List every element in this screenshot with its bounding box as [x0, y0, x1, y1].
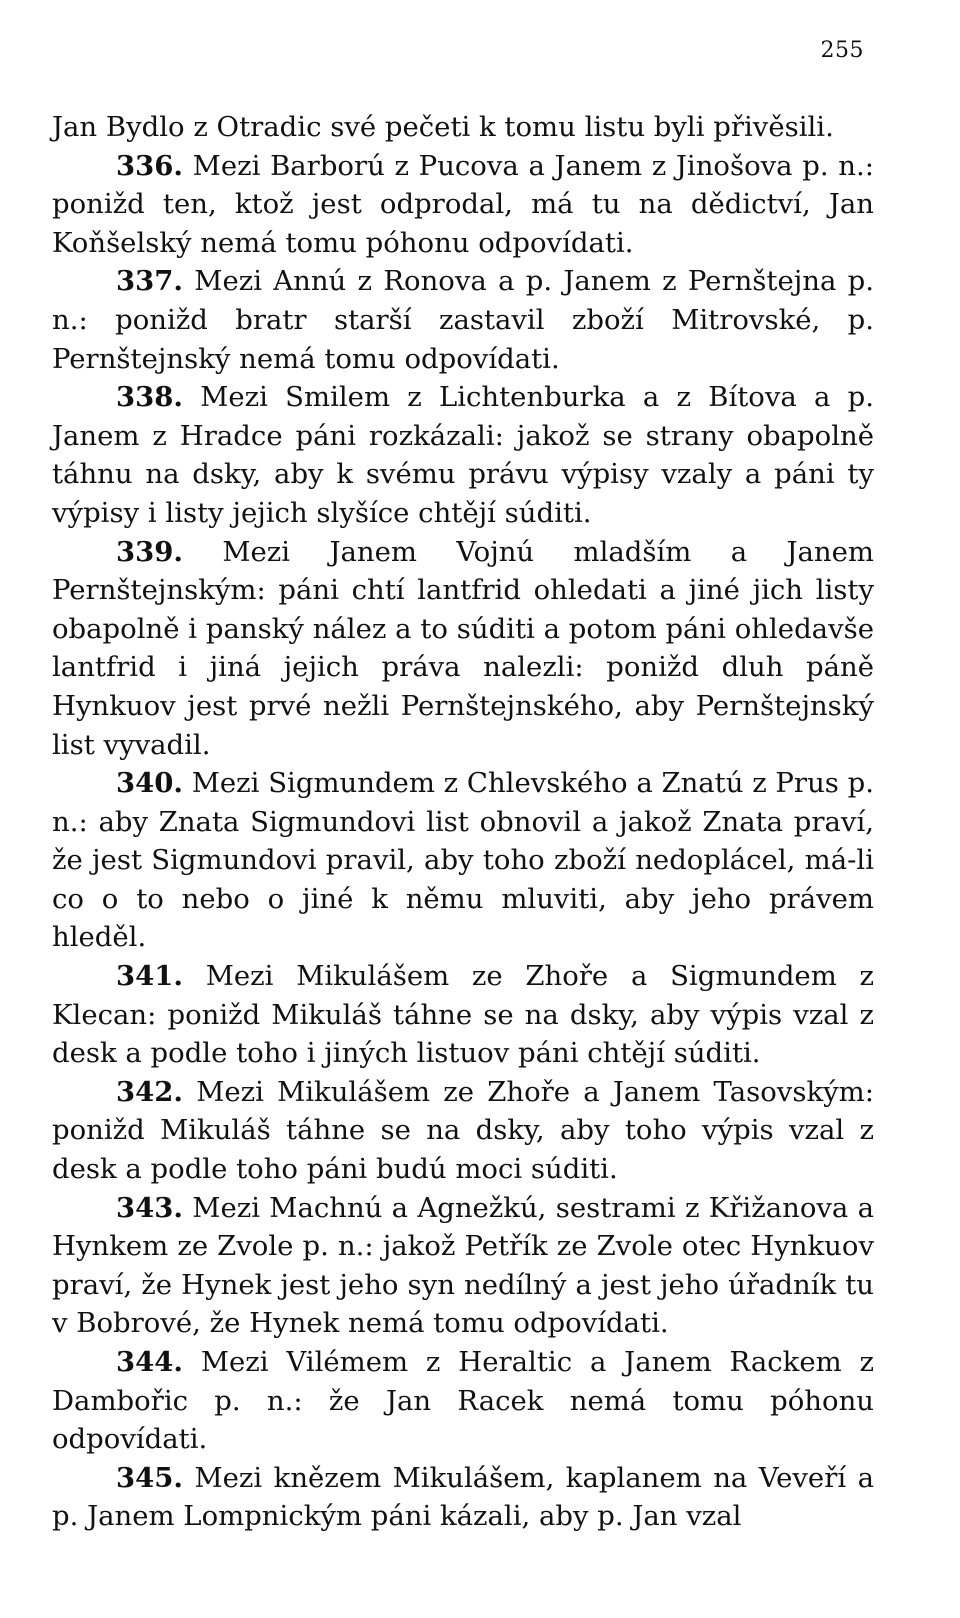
- text-body: [52, 108, 874, 1536]
- entry-text: Mezi Mikulášem ze Zhoře a Sigmundem z Klecan: ponižd Mikuláš táhne se na dsky, aby výpis vzal z desk a podle toho i jiných listuov páni chtějí súditi.: [52, 960, 875, 1070]
- entry-336: [52, 147, 874, 263]
- entry-text: Mezi Mikulášem ze Zhoře a Janem Tasovským: ponižd Mikuláš táhne se na dsky, aby toho výpis vzal z desk a podle toho páni budú moci súditi.: [52, 1075, 874, 1186]
- entry-text: Mezi Smilem z Lichtenburka a z Bítova a p. Janem z Hradce páni rozkázali: jakož se strany obapolně táhnu na dsky, aby k svému právu výpisy vzaly a páni ty výpisy i listy jejich slyšíce chtějí súditi.: [52, 381, 874, 529]
- entry-343: [52, 1189, 874, 1343]
- entry-text: Mezi Vilémem z Heraltic a Janem Rackem z Dambořic p. n.: že Jan Racek nemá tomu póhonu odpovídati.: [52, 1346, 874, 1456]
- entry-340: [52, 764, 874, 957]
- entry-number: 338.: [116, 381, 183, 414]
- entry-text: Mezi knězem Mikulášem, kaplanem na Veveří a p. Janem Lompnickým páni kázali, aby p. Jan vzal: [52, 1461, 875, 1533]
- paragraph-continuation: [52, 108, 874, 147]
- entry-text: Mezi Annú z Ronova a p. Janem z Pernštejna p. n.: ponižd bratr starší zastavil zboží Mitrovské, p. Pernštejnský nemá tomu odpovídati.: [52, 265, 875, 375]
- entry-text: Mezi Janem Vojnú mladším a Janem Pernštejnským: páni chtí lantfrid ohledati a jiné jich listy obapolně i panský nález a to súditi a potom páni ohledavše lantfrid i jiná jejich práva nalezli: ponižd dluh páně Hynkuov jest prvé nežli Pernštejnského, aby Pernštejnský list vyvadil.: [52, 535, 874, 761]
- page-number: 255: [820, 38, 864, 63]
- paragraph-text: Jan Bydlo z Otradic své pečeti k tomu listu byli přivěsili.: [52, 111, 834, 143]
- entry-text: Mezi Barború z Pucova a Janem z Jinošova p. n.: ponižd ten, ktož jest odprodal, má tu na dědictví, Jan Koňšelský nemá tomu póhonu odpovídati.: [52, 149, 874, 259]
- entry-338: [52, 378, 874, 532]
- entry-339: [52, 533, 874, 765]
- entry-number: 343.: [116, 1191, 183, 1224]
- entry-341: [52, 957, 874, 1073]
- entry-number: 342.: [116, 1075, 183, 1108]
- entry-number: 345.: [116, 1461, 183, 1494]
- entry-number: 340.: [116, 767, 183, 800]
- entry-342: [52, 1073, 874, 1189]
- entry-number: 337.: [116, 265, 183, 298]
- entry-number: 336.: [116, 149, 183, 182]
- entry-345: [52, 1459, 874, 1536]
- entry-337: [52, 262, 874, 378]
- entry-number: 344.: [116, 1346, 183, 1378]
- entry-number: 339.: [116, 535, 183, 568]
- entry-text: Mezi Machnú a Agnežkú, sestrami z Křižanova a Hynkem ze Zvole p. n.: jakož Petřík ze Zvole otec Hynkuov praví, že Hynek jest jeho syn nedílný a jest jeho úřadník tu v Bobrové, že Hynek nemá tomu odpovídati.: [52, 1191, 874, 1340]
- entry-text: Mezi Sigmundem z Chlevského a Znatú z Prus p. n.: aby Znata Sigmundovi list obnovil a jakož Znata praví, že jest Sigmundovi pravil, aby toho zboží nedoplácel, má-li co o to nebo o jiné k němu mluviti, aby jeho právem hleděl.: [52, 767, 875, 954]
- entry-344: [52, 1343, 874, 1459]
- entry-number: 341.: [116, 960, 183, 993]
